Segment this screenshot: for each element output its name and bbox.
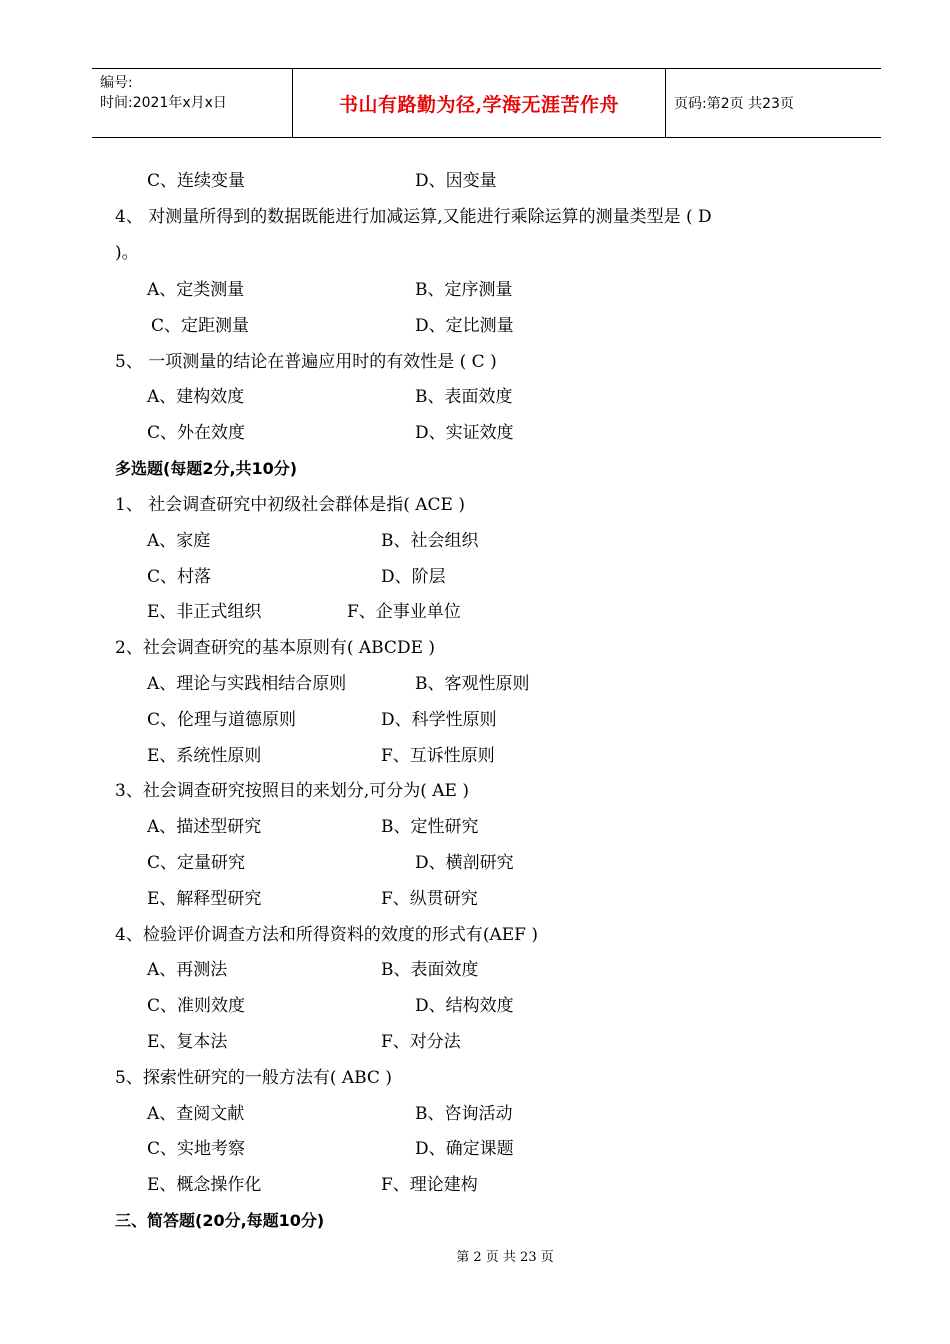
page-footer: 第 2 页 共 23 页 bbox=[456, 1250, 554, 1265]
option-text: D、实证效度 bbox=[415, 423, 514, 443]
option-text: C、实地考察 bbox=[147, 1139, 246, 1159]
header-page-label: 页码:第2页 共23页 bbox=[674, 96, 794, 112]
option-text: D、定比测量 bbox=[415, 316, 514, 336]
option-text: A、家庭 bbox=[147, 531, 211, 551]
option-text: F、纵贯研究 bbox=[381, 889, 478, 909]
option-text: F、理论建构 bbox=[381, 1175, 478, 1195]
option-text: D、横剖研究 bbox=[415, 853, 514, 873]
option-text: D、因变量 bbox=[415, 171, 497, 191]
option-text: F、对分法 bbox=[381, 1032, 461, 1052]
option-text: D、阶层 bbox=[381, 567, 446, 587]
doc-number-label: 编号: bbox=[100, 75, 133, 91]
option-text: C、定量研究 bbox=[147, 853, 246, 873]
option-text: D、确定课题 bbox=[415, 1139, 514, 1159]
question-text: 5、探索性研究的一般方法有( ABC ) bbox=[115, 1068, 392, 1088]
doc-time-label: 时间:2021年x月x日 bbox=[100, 95, 227, 111]
option-text: A、查阅文献 bbox=[147, 1104, 245, 1124]
option-text: B、社会组织 bbox=[381, 531, 479, 551]
question-text: 3、社会调查研究按照目的来划分,可分为( AE ) bbox=[115, 781, 469, 801]
option-text: B、定性研究 bbox=[381, 817, 479, 837]
option-text: A、建构效度 bbox=[147, 387, 245, 407]
option-text: B、客观性原则 bbox=[415, 674, 530, 694]
option-text: A、定类测量 bbox=[147, 280, 245, 300]
option-text: F、互诉性原则 bbox=[381, 746, 495, 766]
question-text: 1、 社会调查研究中初级社会群体是指( ACE ) bbox=[115, 495, 465, 515]
option-text: A、描述型研究 bbox=[147, 817, 262, 837]
option-text: B、咨询活动 bbox=[415, 1104, 513, 1124]
option-text: C、定距测量 bbox=[151, 316, 250, 336]
option-text: E、解释型研究 bbox=[147, 889, 262, 909]
option-text: C、准则效度 bbox=[147, 996, 246, 1016]
option-text: A、再测法 bbox=[147, 960, 228, 980]
option-text: C、伦理与道德原则 bbox=[147, 710, 297, 730]
question-text: 5、 一项测量的结论在普遍应用时的有效性是 ( C ) bbox=[115, 352, 497, 372]
option-text: F、企事业单位 bbox=[347, 602, 461, 622]
page-header bbox=[92, 68, 881, 138]
option-text: B、表面效度 bbox=[381, 960, 479, 980]
option-text: E、复本法 bbox=[147, 1032, 228, 1052]
option-text: E、概念操作化 bbox=[147, 1175, 262, 1195]
option-text: E、系统性原则 bbox=[147, 746, 262, 766]
option-text: B、表面效度 bbox=[415, 387, 513, 407]
option-text: B、定序测量 bbox=[415, 280, 513, 300]
section-heading: 三、简答题(20分,每题10分) bbox=[115, 1211, 325, 1230]
option-text: D、结构效度 bbox=[415, 996, 514, 1016]
option-text: D、科学性原则 bbox=[381, 710, 497, 730]
question-text: 4、 对测量所得到的数据既能进行加减运算,又能进行乘除运算的测量类型是 ( D bbox=[115, 207, 712, 227]
section-heading: 多选题(每题2分,共10分) bbox=[115, 459, 298, 478]
option-text: C、连续变量 bbox=[147, 171, 246, 191]
option-text: A、理论与实践相结合原则 bbox=[147, 674, 347, 694]
option-text: C、外在效度 bbox=[147, 423, 246, 443]
header-left-cell bbox=[92, 69, 293, 137]
option-text: E、非正式组织 bbox=[147, 602, 262, 622]
question-text: 2、社会调查研究的基本原则有( ABCDE ) bbox=[115, 638, 436, 658]
header-motto: 书山有路勤为径,学海无涯苦作舟 bbox=[293, 69, 666, 137]
question-text: 4、检验评价调查方法和所得资料的效度的形式有(AEF ) bbox=[115, 925, 538, 945]
question-text: )。 bbox=[115, 243, 139, 263]
option-text: C、村落 bbox=[147, 567, 212, 587]
